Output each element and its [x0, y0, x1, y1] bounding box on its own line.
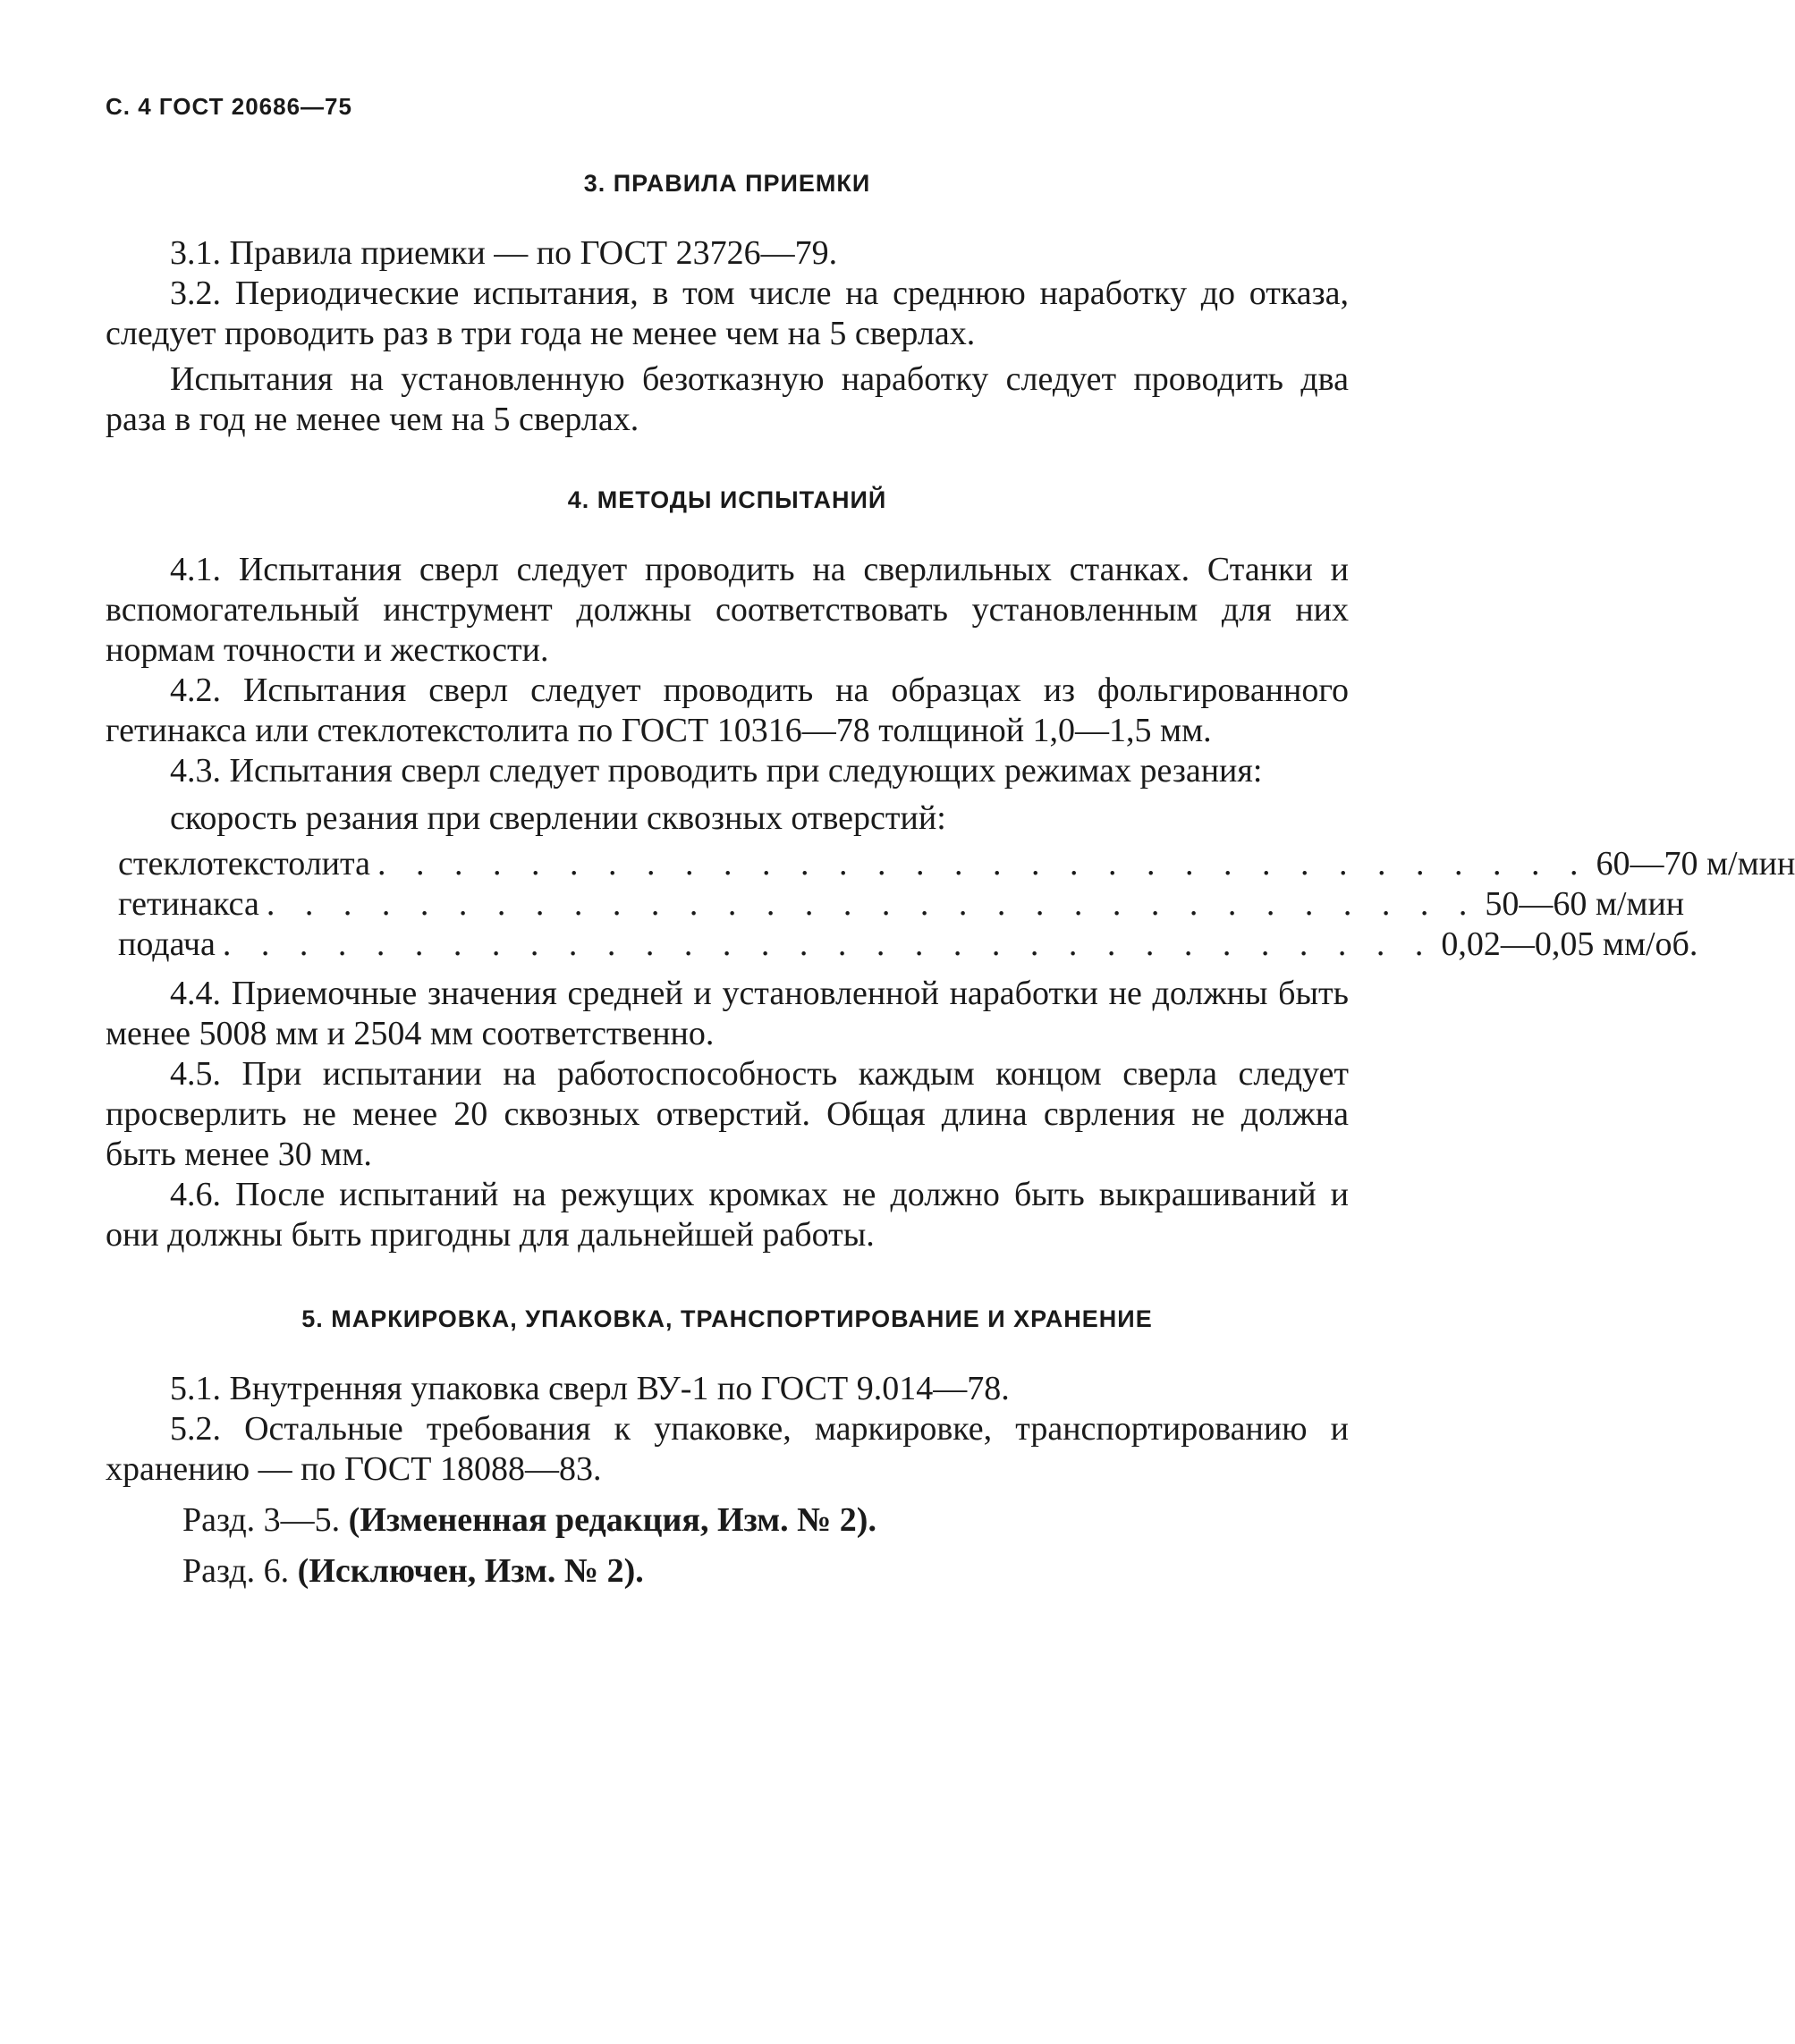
section-5-title: 5. МАРКИРОВКА, УПАКОВКА, ТРАНСПОРТИРОВАНИЕ И ХРАНЕНИЕ	[301, 1305, 1153, 1332]
leader-dots: . . . . . . . . . . . . . . . . . . . . . . . . . . . . . . . .	[377, 845, 1589, 883]
paragraph-3-2: 3.2. Периодические испытания, в том числе на среднюю наработку до отказа, следует проводить раз в три года не менее чем на 5 сверлах.	[106, 275, 1349, 352]
amendment-note	[106, 1500, 1349, 1541]
page-header: С. 4 ГОСТ 20686—75	[106, 93, 352, 120]
note-prefix: Разд. 3—5.	[182, 1501, 341, 1539]
paragraph-4-3: 4.3. Испытания сверл следует проводить при следующих режимах резания:	[170, 752, 1263, 790]
paragraph-4-2: 4.2. Испытания сверл следует проводить на образцах из фольгированного гетинакса или стеклотекстолита по ГОСТ 10316—78 толщиной 1,0—1,5 мм.	[106, 671, 1349, 749]
paragraph-4-6: 4.6. После испытаний на режущих кромках не должно быть выкрашиваний и они должны быть пригодны для дальнейшей работы.	[106, 1176, 1349, 1254]
paragraph-3-1: 3.1. Правила приемки — по ГОСТ 23726—79.	[170, 234, 838, 272]
mode-label: стеклотекстолита	[118, 845, 370, 883]
list-item	[106, 844, 1795, 884]
leader-dots: . . . . . . . . . . . . . . . . . . . . . . . . . . . . . . . .	[266, 885, 1478, 923]
leader-dots: . . . . . . . . . . . . . . . . . . . . . . . . . . . . . . . .	[222, 925, 1435, 963]
paragraph-4-1: 4.1. Испытания сверл следует проводить на сверлильных станках. Станки и вспомогательный инструмент должны соответствовать установленным для них нормам точности и жесткости.	[106, 551, 1349, 669]
list-item	[106, 925, 1698, 965]
mode-value: 50—60 м/мин	[1485, 885, 1685, 923]
list-item	[106, 884, 1685, 925]
paragraph-5-2: 5.2. Остальные требования к упаковке, маркировке, транспортированию и хранению — по ГОСТ 18088—83.	[106, 1410, 1349, 1488]
paragraph-4-4: 4.4. Приемочные значения средней и установленной наработки не должны быть менее 5008 мм и 2504 мм соответственно.	[106, 975, 1349, 1052]
amendment-note	[106, 1551, 1349, 1592]
mode-value: 60—70 м/мин	[1596, 845, 1795, 883]
page-content	[106, 170, 1795, 1592]
paragraph-5-1: 5.1. Внутренняя упаковка сверл ВУ-1 по ГОСТ 9.014—78.	[170, 1370, 1010, 1407]
section-4-title: 4. МЕТОДЫ ИСПЫТАНИЙ	[567, 486, 887, 513]
mode-label: гетинакса	[118, 885, 259, 923]
cutting-modes-list	[106, 844, 1795, 965]
paragraph-3-2-cont: Испытания на установленную безотказную наработку следует проводить два раза в год не менее чем на 5 сверлах.	[106, 360, 1349, 438]
note-text: (Исключен, Изм. № 2).	[297, 1552, 644, 1590]
mode-label: подача	[118, 925, 216, 963]
section-3-title: 3. ПРАВИЛА ПРИЕМКИ	[583, 170, 871, 197]
speed-label: скорость резания при сверлении сквозных отверстий:	[170, 799, 946, 837]
paragraph-4-5: 4.5. При испытании на работоспособность каждым концом сверла следует просверлить не менее 20 сквозных отверстий. Общая длина сврления не должна быть менее 30 мм.	[106, 1055, 1349, 1173]
mode-value: 0,02—0,05 мм/об.	[1441, 925, 1698, 963]
note-prefix: Разд. 6.	[182, 1552, 290, 1590]
note-text: (Измененная редакция, Изм. № 2).	[348, 1501, 876, 1539]
